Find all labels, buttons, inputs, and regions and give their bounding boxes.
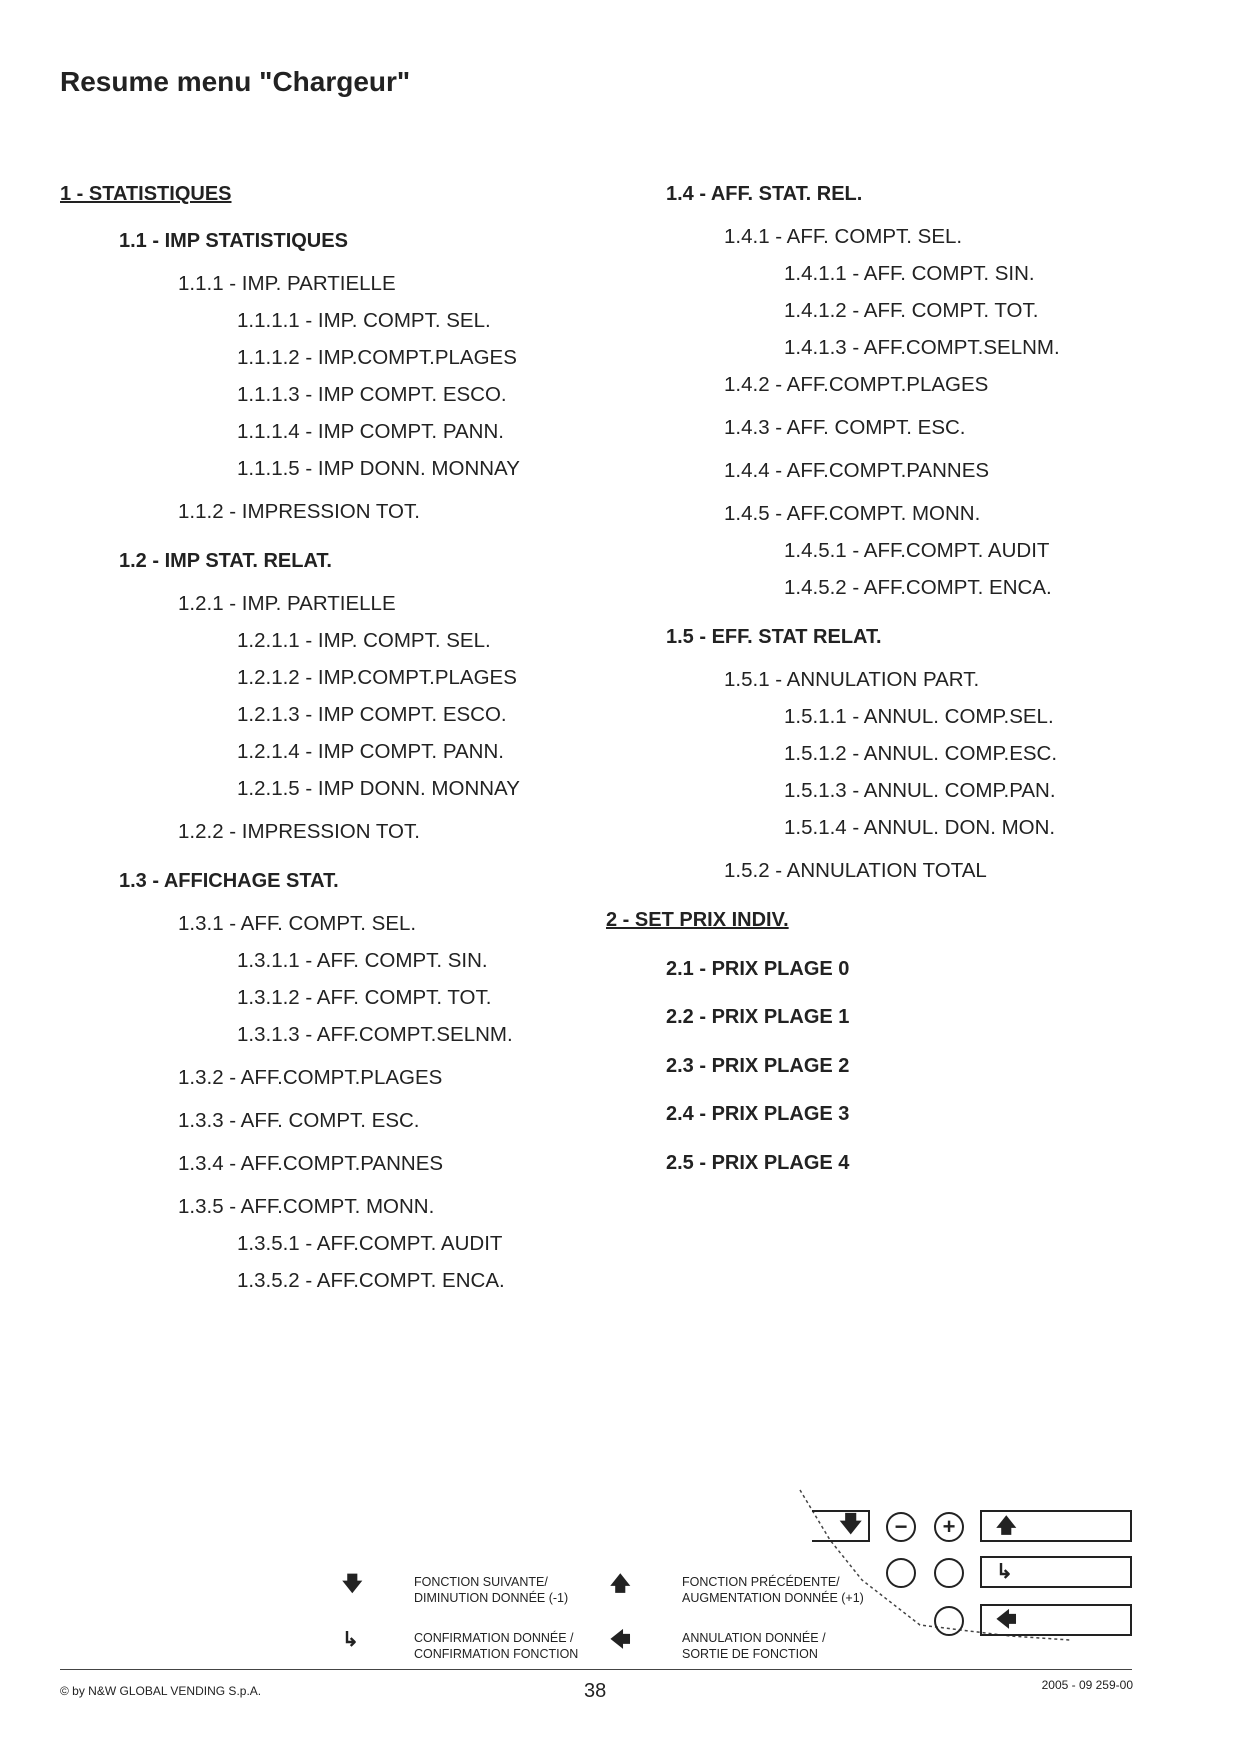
menu-item: 1.4.1 - AFF. COMPT. SEL. <box>724 225 963 248</box>
menu-item: 1.4.1.1 - AFF. COMPT. SIN. <box>784 262 1035 285</box>
menu-item: 1.5.2 - ANNULATION TOTAL <box>724 859 987 882</box>
arrow-left-icon: 🡄 <box>610 1629 631 1651</box>
menu-item: 1.1.1.2 - IMP.COMPT.PLAGES <box>237 346 517 369</box>
menu-heading: 2.5 - PRIX PLAGE 4 <box>666 1152 850 1174</box>
keypad-down-key: 🡇 <box>812 1510 870 1542</box>
keypad-plus-button <box>934 1512 964 1542</box>
keypad-round-button <box>934 1606 964 1636</box>
menu-heading: 2.1 - PRIX PLAGE 0 <box>666 958 850 980</box>
keypad-up-key <box>980 1510 1132 1542</box>
menu-item: 1.2.1 - IMP. PARTIELLE <box>178 592 396 615</box>
menu-item: 1.5.1 - ANNULATION PART. <box>724 668 980 691</box>
menu-item: 1.1.2 - IMPRESSION TOT. <box>178 500 420 523</box>
menu-item: 1.3.5.1 - AFF.COMPT. AUDIT <box>237 1232 503 1255</box>
footer-doc-code: 2005 - 09 259-00 <box>1041 1678 1133 1692</box>
arrow-right-turn-icon: ↳ <box>996 1561 1013 1583</box>
arrow-right-turn-icon: ↳ <box>342 1629 359 1651</box>
menu-item: 1.1.1 - IMP. PARTIELLE <box>178 272 396 295</box>
menu-item: 1.3.5 - AFF.COMPT. MONN. <box>178 1195 435 1218</box>
menu-heading: 2.3 - PRIX PLAGE 2 <box>666 1055 850 1077</box>
menu-item: 1.2.1.3 - IMP COMPT. ESCO. <box>237 703 507 726</box>
menu-item: 1.5.1.1 - ANNUL. COMP.SEL. <box>784 705 1054 728</box>
arrow-down-icon: 🡇 <box>342 1573 363 1595</box>
page-title: Resume menu "Chargeur" <box>60 66 411 97</box>
menu-item: 1.2.1.2 - IMP.COMPT.PLAGES <box>237 666 517 689</box>
menu-item: 1.3.1 - AFF. COMPT. SEL. <box>178 912 417 935</box>
menu-item: 1.5.1.3 - ANNUL. COMP.PAN. <box>784 779 1056 802</box>
menu-heading: 1.1 - IMP STATISTIQUES <box>119 230 348 252</box>
keypad-cancel-key <box>980 1604 1132 1636</box>
menu-item: 1.4.1.2 - AFF. COMPT. TOT. <box>784 299 1039 322</box>
menu-item: 1.3.1.1 - AFF. COMPT. SIN. <box>237 949 488 972</box>
page-number: 38 <box>584 1680 607 1702</box>
menu-item: 1.5.1.4 - ANNUL. DON. MON. <box>784 816 1056 839</box>
footer-copyright: © by N&W GLOBAL VENDING S.p.A. <box>60 1684 262 1698</box>
menu-item: 1.1.1.3 - IMP COMPT. ESCO. <box>237 383 507 406</box>
arrow-up-icon: 🡅 <box>610 1573 631 1595</box>
menu-heading: 1.4 - AFF. STAT. REL. <box>666 183 863 205</box>
menu-heading: 1.2 - IMP STAT. RELAT. <box>119 550 332 572</box>
menu-item: 1.4.1.3 - AFF.COMPT.SELNM. <box>784 336 1060 359</box>
menu-item: 1.4.5.1 - AFF.COMPT. AUDIT <box>784 539 1050 562</box>
menu-heading: 2.2 - PRIX PLAGE 1 <box>666 1006 850 1028</box>
menu-heading: 2.4 - PRIX PLAGE 3 <box>666 1103 850 1125</box>
section-heading: 1 - STATISTIQUES <box>60 183 232 205</box>
footer-rule <box>60 1669 1132 1670</box>
legend-down: FONCTION SUIVANTE/ DIMINUTION DONNÉE (-1) <box>414 1575 569 1605</box>
legend-up: FONCTION PRÉCÉDENTE/ AUGMENTATION DONNÉE (+1) <box>682 1575 864 1605</box>
menu-item: 1.2.2 - IMPRESSION TOT. <box>178 820 420 843</box>
menu-item: 1.3.5.2 - AFF.COMPT. ENCA. <box>237 1269 505 1292</box>
keypad-confirm-key <box>980 1556 1132 1588</box>
menu-item: 1.4.5 - AFF.COMPT. MONN. <box>724 502 981 525</box>
menu-item: 1.2.1.5 - IMP DONN. MONNAY <box>237 777 520 800</box>
legend-cancel: ANNULATION DONNÉE / SORTIE DE FONCTION <box>682 1631 826 1661</box>
plus-icon: + <box>942 1514 956 1539</box>
legend-confirm: CONFIRMATION DONNÉE / CONFIRMATION FONCTION <box>414 1631 579 1661</box>
menu-item: 1.3.4 - AFF.COMPT.PANNES <box>178 1152 444 1175</box>
menu-item: 1.4.2 - AFF.COMPT.PLAGES <box>724 373 989 396</box>
menu-item: 1.3.1.3 - AFF.COMPT.SELNM. <box>237 1023 513 1046</box>
minus-icon: − <box>894 1514 908 1539</box>
menu-item: 1.1.1.5 - IMP DONN. MONNAY <box>237 457 520 480</box>
menu-item: 1.2.1.1 - IMP. COMPT. SEL. <box>237 629 491 652</box>
menu-item: 1.5.1.2 - ANNUL. COMP.ESC. <box>784 742 1058 765</box>
menu-item: 1.1.1.4 - IMP COMPT. PANN. <box>237 420 504 443</box>
menu-item: 1.3.1.2 - AFF. COMPT. TOT. <box>237 986 492 1009</box>
menu-item: 1.2.1.4 - IMP COMPT. PANN. <box>237 740 504 763</box>
keypad-round-button <box>934 1558 964 1588</box>
menu-item: 1.4.4 - AFF.COMPT.PANNES <box>724 459 990 482</box>
arrow-up-icon: 🡅 <box>996 1515 1017 1537</box>
menu-item: 1.3.3 - AFF. COMPT. ESC. <box>178 1109 420 1132</box>
menu-item: 1.1.1.1 - IMP. COMPT. SEL. <box>237 309 491 332</box>
menu-item: 1.4.5.2 - AFF.COMPT. ENCA. <box>784 576 1052 599</box>
menu-heading: 1.3 - AFFICHAGE STAT. <box>119 870 339 892</box>
keypad-round-button <box>886 1558 916 1588</box>
menu-item: 1.4.3 - AFF. COMPT. ESC. <box>724 416 966 439</box>
menu-item: 1.3.2 - AFF.COMPT.PLAGES <box>178 1066 443 1089</box>
arrow-left-icon: 🡄 <box>996 1609 1017 1631</box>
menu-heading: 1.5 - EFF. STAT RELAT. <box>666 626 882 648</box>
section-heading: 2 - SET PRIX INDIV. <box>606 909 789 931</box>
keypad-minus-button <box>886 1512 916 1542</box>
